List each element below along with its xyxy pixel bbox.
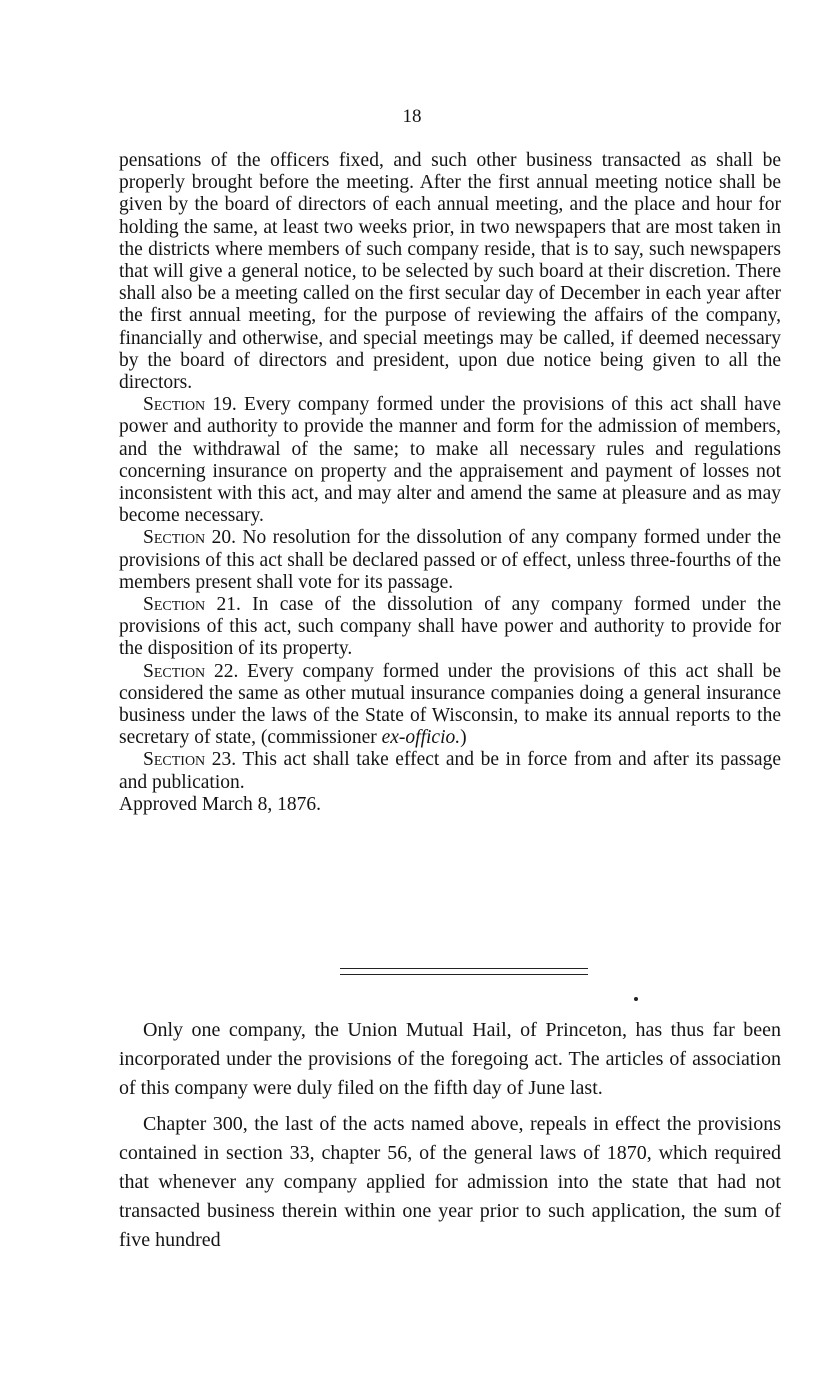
section-19 <box>119 394 781 527</box>
section-23 <box>119 749 781 793</box>
commentary-paragraph-2: Chapter 300, the last of the acts named above, repeals in effect the provisions contained in section 33, chapter 56, of the general laws of 1870, which required that whenever any company applied for admission into the state that had not transacted business therein within one year prior to such application, the sum of five hundred <box>119 1112 781 1252</box>
double-rule-divider <box>340 968 588 975</box>
section-label: Section 23. <box>143 749 237 771</box>
section-text-end: ) <box>460 727 467 749</box>
section-label: Section 22. <box>143 660 239 682</box>
approval-date: Approved March 8, 1876. <box>119 793 321 815</box>
stray-mark <box>634 997 638 1001</box>
section-22 <box>119 661 781 750</box>
section-text: Every company formed under the provisions of this act shall be considered the same as other mutual insurance companies doing a general insurance business under the laws of the State of Wisconsin, to make its annual reports to the secretary of state, (commissioner <box>119 660 782 749</box>
section-text: No resolution for the dissolution of any company formed under the provisions of this act shall be declared passed or of effect, unless three-fourths of the members present shall vote for its passage. <box>119 527 781 593</box>
section-label: Section 19. <box>143 394 237 416</box>
continued-paragraph: pensations of the officers fixed, and such other business transacted as shall be properly brought before the meeting. After the first annual meeting notice shall be given by the board of directors of each annual meeting, and the place and hour for holding the same, at least two weeks prior, in two newspapers that are most taken in the districts where members of such company reside, that is to say, such newspapers that will give a general notice, to be selected by such board at their discretion. There shall also be a meeting called on the first secular day of December in each year after the first annual meeting, for the purpose of reviewing the affairs of the company, financially and otherwise, and special meetings may be called, if deemed necessary by the board of directors and president, upon due notice being given to all the directors. <box>119 150 781 394</box>
section-label: Section 21. <box>143 594 241 616</box>
section-20 <box>119 527 781 594</box>
section-text-italic: ex-officio. <box>381 727 461 749</box>
page-number: 18 <box>402 106 422 127</box>
commentary-paragraph-1: Only one company, the Union Mutual Hail, of Princeton, has thus far been incorporated under the provisions of the foregoing act. The articles of association of this company were duly filed on the fifth day of June last. <box>119 1019 781 1100</box>
section-text: Every company formed under the provisions of this act shall have power and authority to provide the manner and form for the admission of members, and the withdrawal of the same; to make all necessary rules and regulations concerning insurance on property and the appraisement and payment of losses not inconsistent with this act, and may alter and amend the same at pleasure and as may become necessary. <box>119 394 781 527</box>
section-text: In case of the dissolution of any company formed under the provisions of this act, such company shall have power and authority to provide for the disposition of its property. <box>119 594 782 660</box>
statute-text <box>119 150 781 816</box>
section-text: This act shall take effect and be in force from and after its passage and publication. <box>119 749 781 793</box>
section-label: Section 20. <box>143 527 236 549</box>
section-21 <box>119 594 781 661</box>
commentary-text <box>119 1016 781 1262</box>
